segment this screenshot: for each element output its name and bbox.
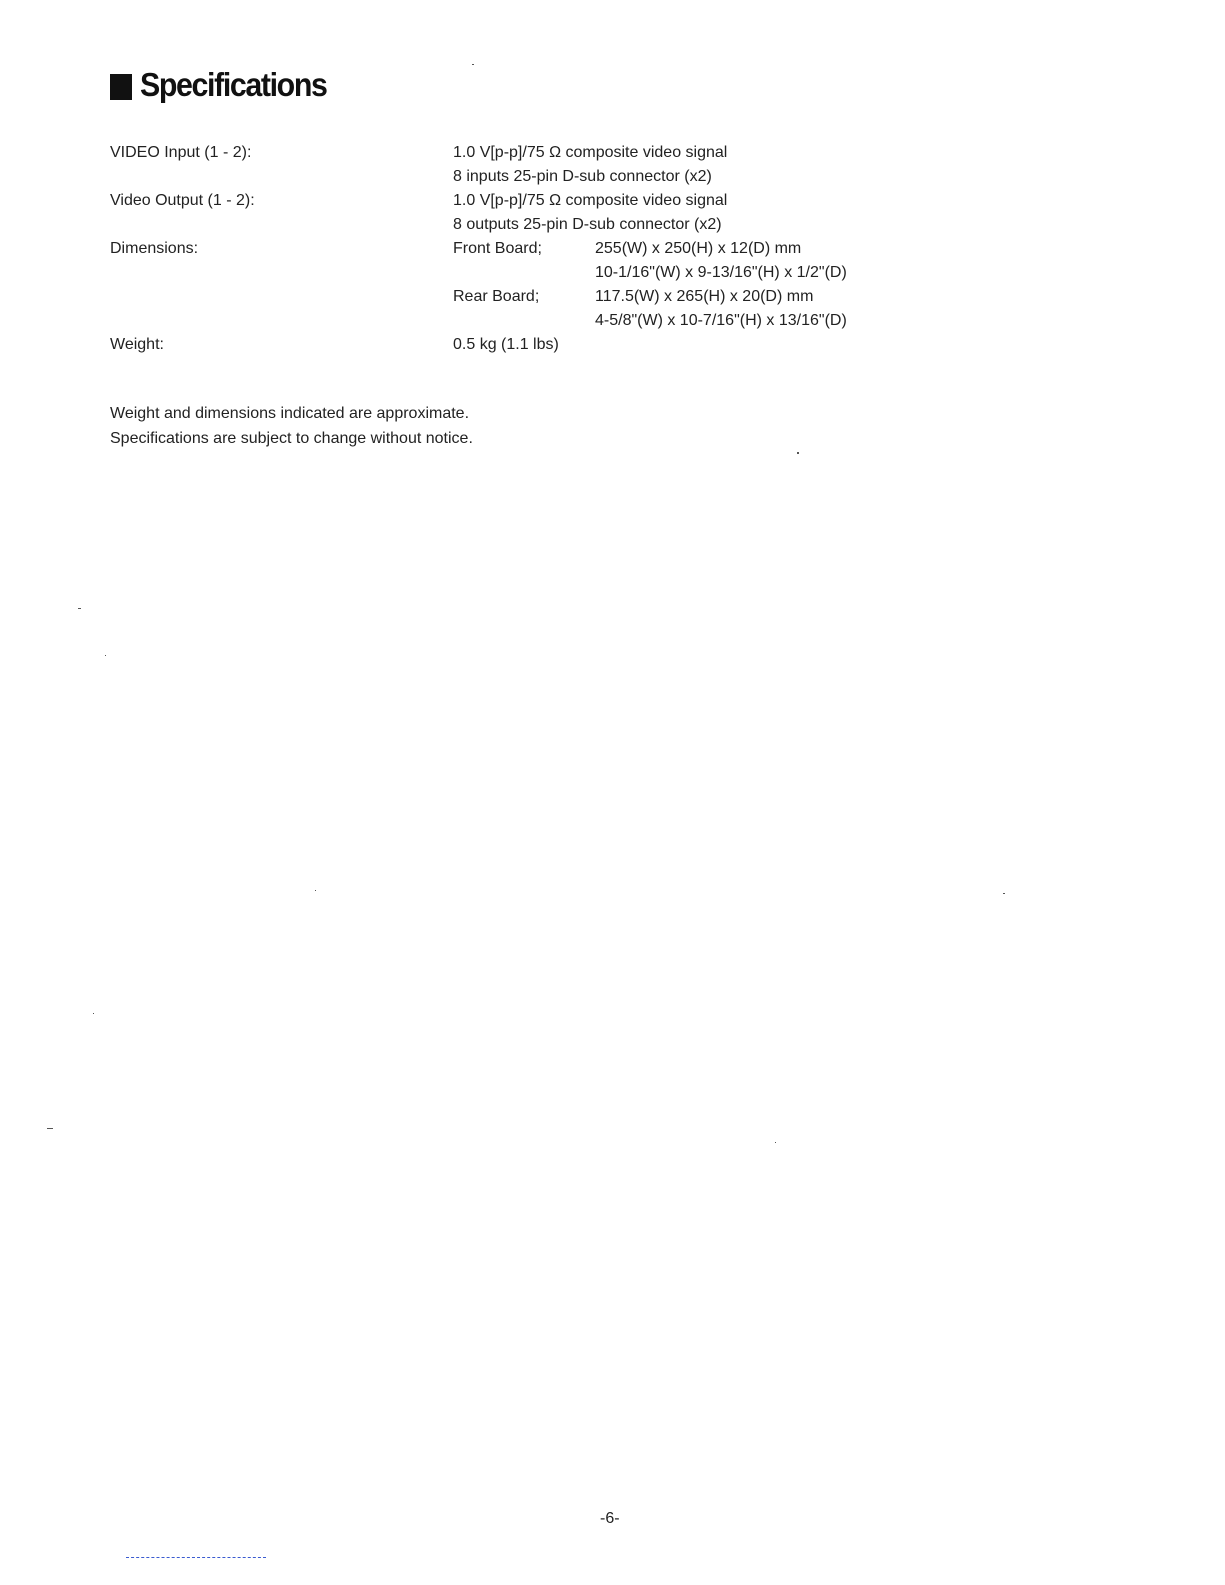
spec-front-board-imperial: 10-1/16"(W) x 9-13/16"(H) x 1/2"(D)	[595, 264, 847, 281]
spec-value-video-input-connector: 8 inputs 25-pin D-sub connector (x2)	[453, 168, 712, 185]
scan-speck	[797, 452, 799, 454]
page-number: -6-	[600, 1510, 620, 1527]
spec-value-video-output-connector: 8 outputs 25-pin D-sub connector (x2)	[453, 216, 722, 233]
scan-speck	[315, 890, 316, 891]
note-subject-to-change: Specifications are subject to change without notice.	[110, 430, 473, 447]
section-heading	[110, 66, 343, 104]
scan-speck	[775, 1142, 776, 1143]
spec-label-weight: Weight:	[110, 336, 164, 353]
scan-speck	[105, 655, 106, 656]
scan-speck	[47, 1128, 53, 1129]
spec-value-weight: 0.5 kg (1.1 lbs)	[453, 336, 559, 353]
spec-label-dimensions: Dimensions:	[110, 240, 199, 257]
spec-rear-board-label: Rear Board;	[453, 288, 540, 305]
spec-rear-board-imperial: 4-5/8"(W) x 10-7/16"(H) x 13/16"(D)	[595, 312, 847, 329]
square-bullet-icon	[110, 74, 132, 100]
spec-value-video-output-signal: 1.0 V[p-p]/75 Ω composite video signal	[453, 192, 728, 209]
scan-edge-line	[126, 1557, 266, 1559]
spec-front-board-label: Front Board;	[453, 240, 542, 257]
spec-label-video-input: VIDEO Input (1 - 2):	[110, 144, 252, 161]
scan-speck	[472, 64, 474, 65]
spec-value-video-input-signal: 1.0 V[p-p]/75 Ω composite video signal	[453, 144, 728, 161]
spec-front-board-metric: 255(W) x 250(H) x 12(D) mm	[595, 240, 802, 257]
scan-speck	[78, 608, 81, 609]
scan-speck	[1003, 893, 1005, 894]
scan-speck	[93, 1013, 94, 1014]
spec-rear-board-metric: 117.5(W) x 265(H) x 20(D) mm	[595, 288, 814, 305]
spec-label-video-output: Video Output (1 - 2):	[110, 192, 255, 209]
page-title: Specifications	[140, 66, 327, 103]
note-approximate: Weight and dimensions indicated are approximate.	[110, 405, 470, 422]
